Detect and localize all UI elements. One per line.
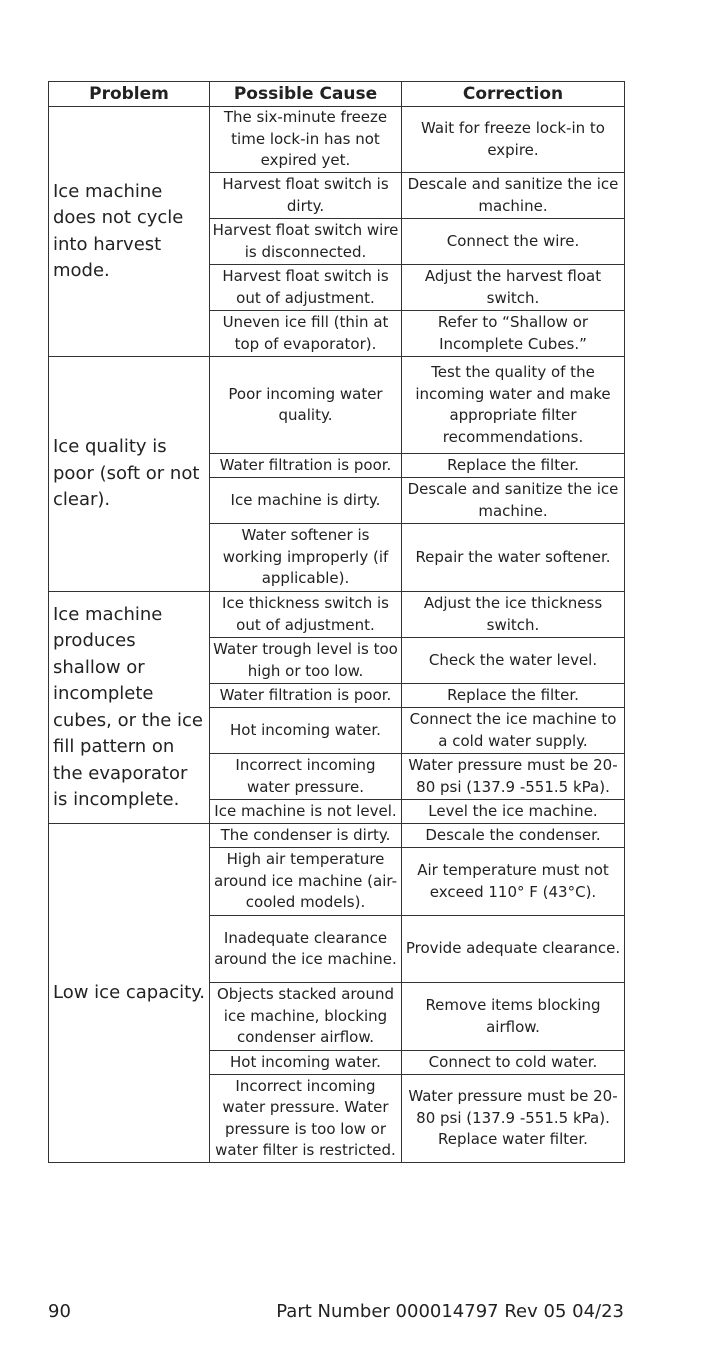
cause-cell: Hot incoming water. bbox=[210, 1051, 402, 1075]
correction-cell: Adjust the ice thickness switch. bbox=[402, 592, 625, 638]
cause-cell: Ice machine is not level. bbox=[210, 800, 402, 824]
cause-cell: The condenser is dirty. bbox=[210, 824, 402, 848]
correction-cell: Adjust the harvest float switch. bbox=[402, 265, 625, 311]
cause-cell: Harvest float switch wire is disconnected. bbox=[210, 219, 402, 265]
cause-cell: High air temperature around ice machine (air-cooled models). bbox=[210, 848, 402, 916]
cause-cell: Harvest float switch is dirty. bbox=[210, 173, 402, 219]
table-header-row bbox=[49, 82, 625, 107]
correction-cell: Descale and sanitize the ice machine. bbox=[402, 478, 625, 524]
cause-cell: Uneven ice fill (thin at top of evaporator). bbox=[210, 311, 402, 357]
correction-cell: Replace the filter. bbox=[402, 454, 625, 478]
cause-cell: Ice thickness switch is out of adjustment. bbox=[210, 592, 402, 638]
problem-cell: Ice machine produces shallow or incomplete cubes, or the ice fill pattern on the evaporator is incomplete. bbox=[49, 592, 210, 824]
table-row bbox=[49, 592, 625, 638]
correction-cell: Descale the condenser. bbox=[402, 824, 625, 848]
cause-cell: Water filtration is poor. bbox=[210, 684, 402, 708]
cause-cell: The six-minute freeze time lock-in has not expired yet. bbox=[210, 107, 402, 173]
problem-cell: Low ice capacity. bbox=[49, 824, 210, 1163]
correction-cell: Check the water level. bbox=[402, 638, 625, 684]
cause-cell: Incorrect incoming water pressure. Water pressure is too low or water filter is restricted. bbox=[210, 1075, 402, 1163]
correction-cell: Connect to cold water. bbox=[402, 1051, 625, 1075]
cause-cell: Water filtration is poor. bbox=[210, 454, 402, 478]
correction-cell: Provide adequate clearance. bbox=[402, 916, 625, 983]
correction-cell: Replace the filter. bbox=[402, 684, 625, 708]
problem-cell: Ice machine does not cycle into harvest mode. bbox=[49, 107, 210, 357]
table-row bbox=[49, 824, 625, 848]
correction-cell: Water pressure must be 20-80 psi (137.9 -551.5 kPa). Replace water filter. bbox=[402, 1075, 625, 1163]
problem-cell: Ice quality is poor (soft or not clear). bbox=[49, 357, 210, 592]
correction-cell: Water pressure must be 20-80 psi (137.9 -551.5 kPa). bbox=[402, 754, 625, 800]
page-number: 90 bbox=[48, 1301, 71, 1322]
header-correction: Correction bbox=[402, 82, 625, 107]
cause-cell: Hot incoming water. bbox=[210, 708, 402, 754]
table-row bbox=[49, 107, 625, 173]
correction-cell: Wait for freeze lock-in to expire. bbox=[402, 107, 625, 173]
correction-cell: Repair the water softener. bbox=[402, 524, 625, 592]
correction-cell: Refer to “Shallow or Incomplete Cubes.” bbox=[402, 311, 625, 357]
header-possible-cause: Possible Cause bbox=[210, 82, 402, 107]
correction-cell: Descale and sanitize the ice machine. bbox=[402, 173, 625, 219]
cause-cell: Harvest float switch is out of adjustment. bbox=[210, 265, 402, 311]
cause-cell: Inadequate clearance around the ice machine. bbox=[210, 916, 402, 983]
cause-cell: Ice machine is dirty. bbox=[210, 478, 402, 524]
correction-cell: Remove items blocking airflow. bbox=[402, 983, 625, 1051]
troubleshooting-table bbox=[48, 81, 625, 1163]
cause-cell: Water trough level is too high or too low. bbox=[210, 638, 402, 684]
part-number: Part Number 000014797 Rev 05 04/23 bbox=[276, 1301, 624, 1322]
cause-cell: Objects stacked around ice machine, blocking condenser airflow. bbox=[210, 983, 402, 1051]
cause-cell: Incorrect incoming water pressure. bbox=[210, 754, 402, 800]
header-problem: Problem bbox=[49, 82, 210, 107]
correction-cell: Test the quality of the incoming water and make appropriate filter recommendations. bbox=[402, 357, 625, 454]
correction-cell: Connect the ice machine to a cold water supply. bbox=[402, 708, 625, 754]
cause-cell: Poor incoming water quality. bbox=[210, 357, 402, 454]
correction-cell: Connect the wire. bbox=[402, 219, 625, 265]
correction-cell: Level the ice machine. bbox=[402, 800, 625, 824]
table-row bbox=[49, 357, 625, 454]
correction-cell: Air temperature must not exceed 110° F (43°C). bbox=[402, 848, 625, 916]
cause-cell: Water softener is working improperly (if applicable). bbox=[210, 524, 402, 592]
